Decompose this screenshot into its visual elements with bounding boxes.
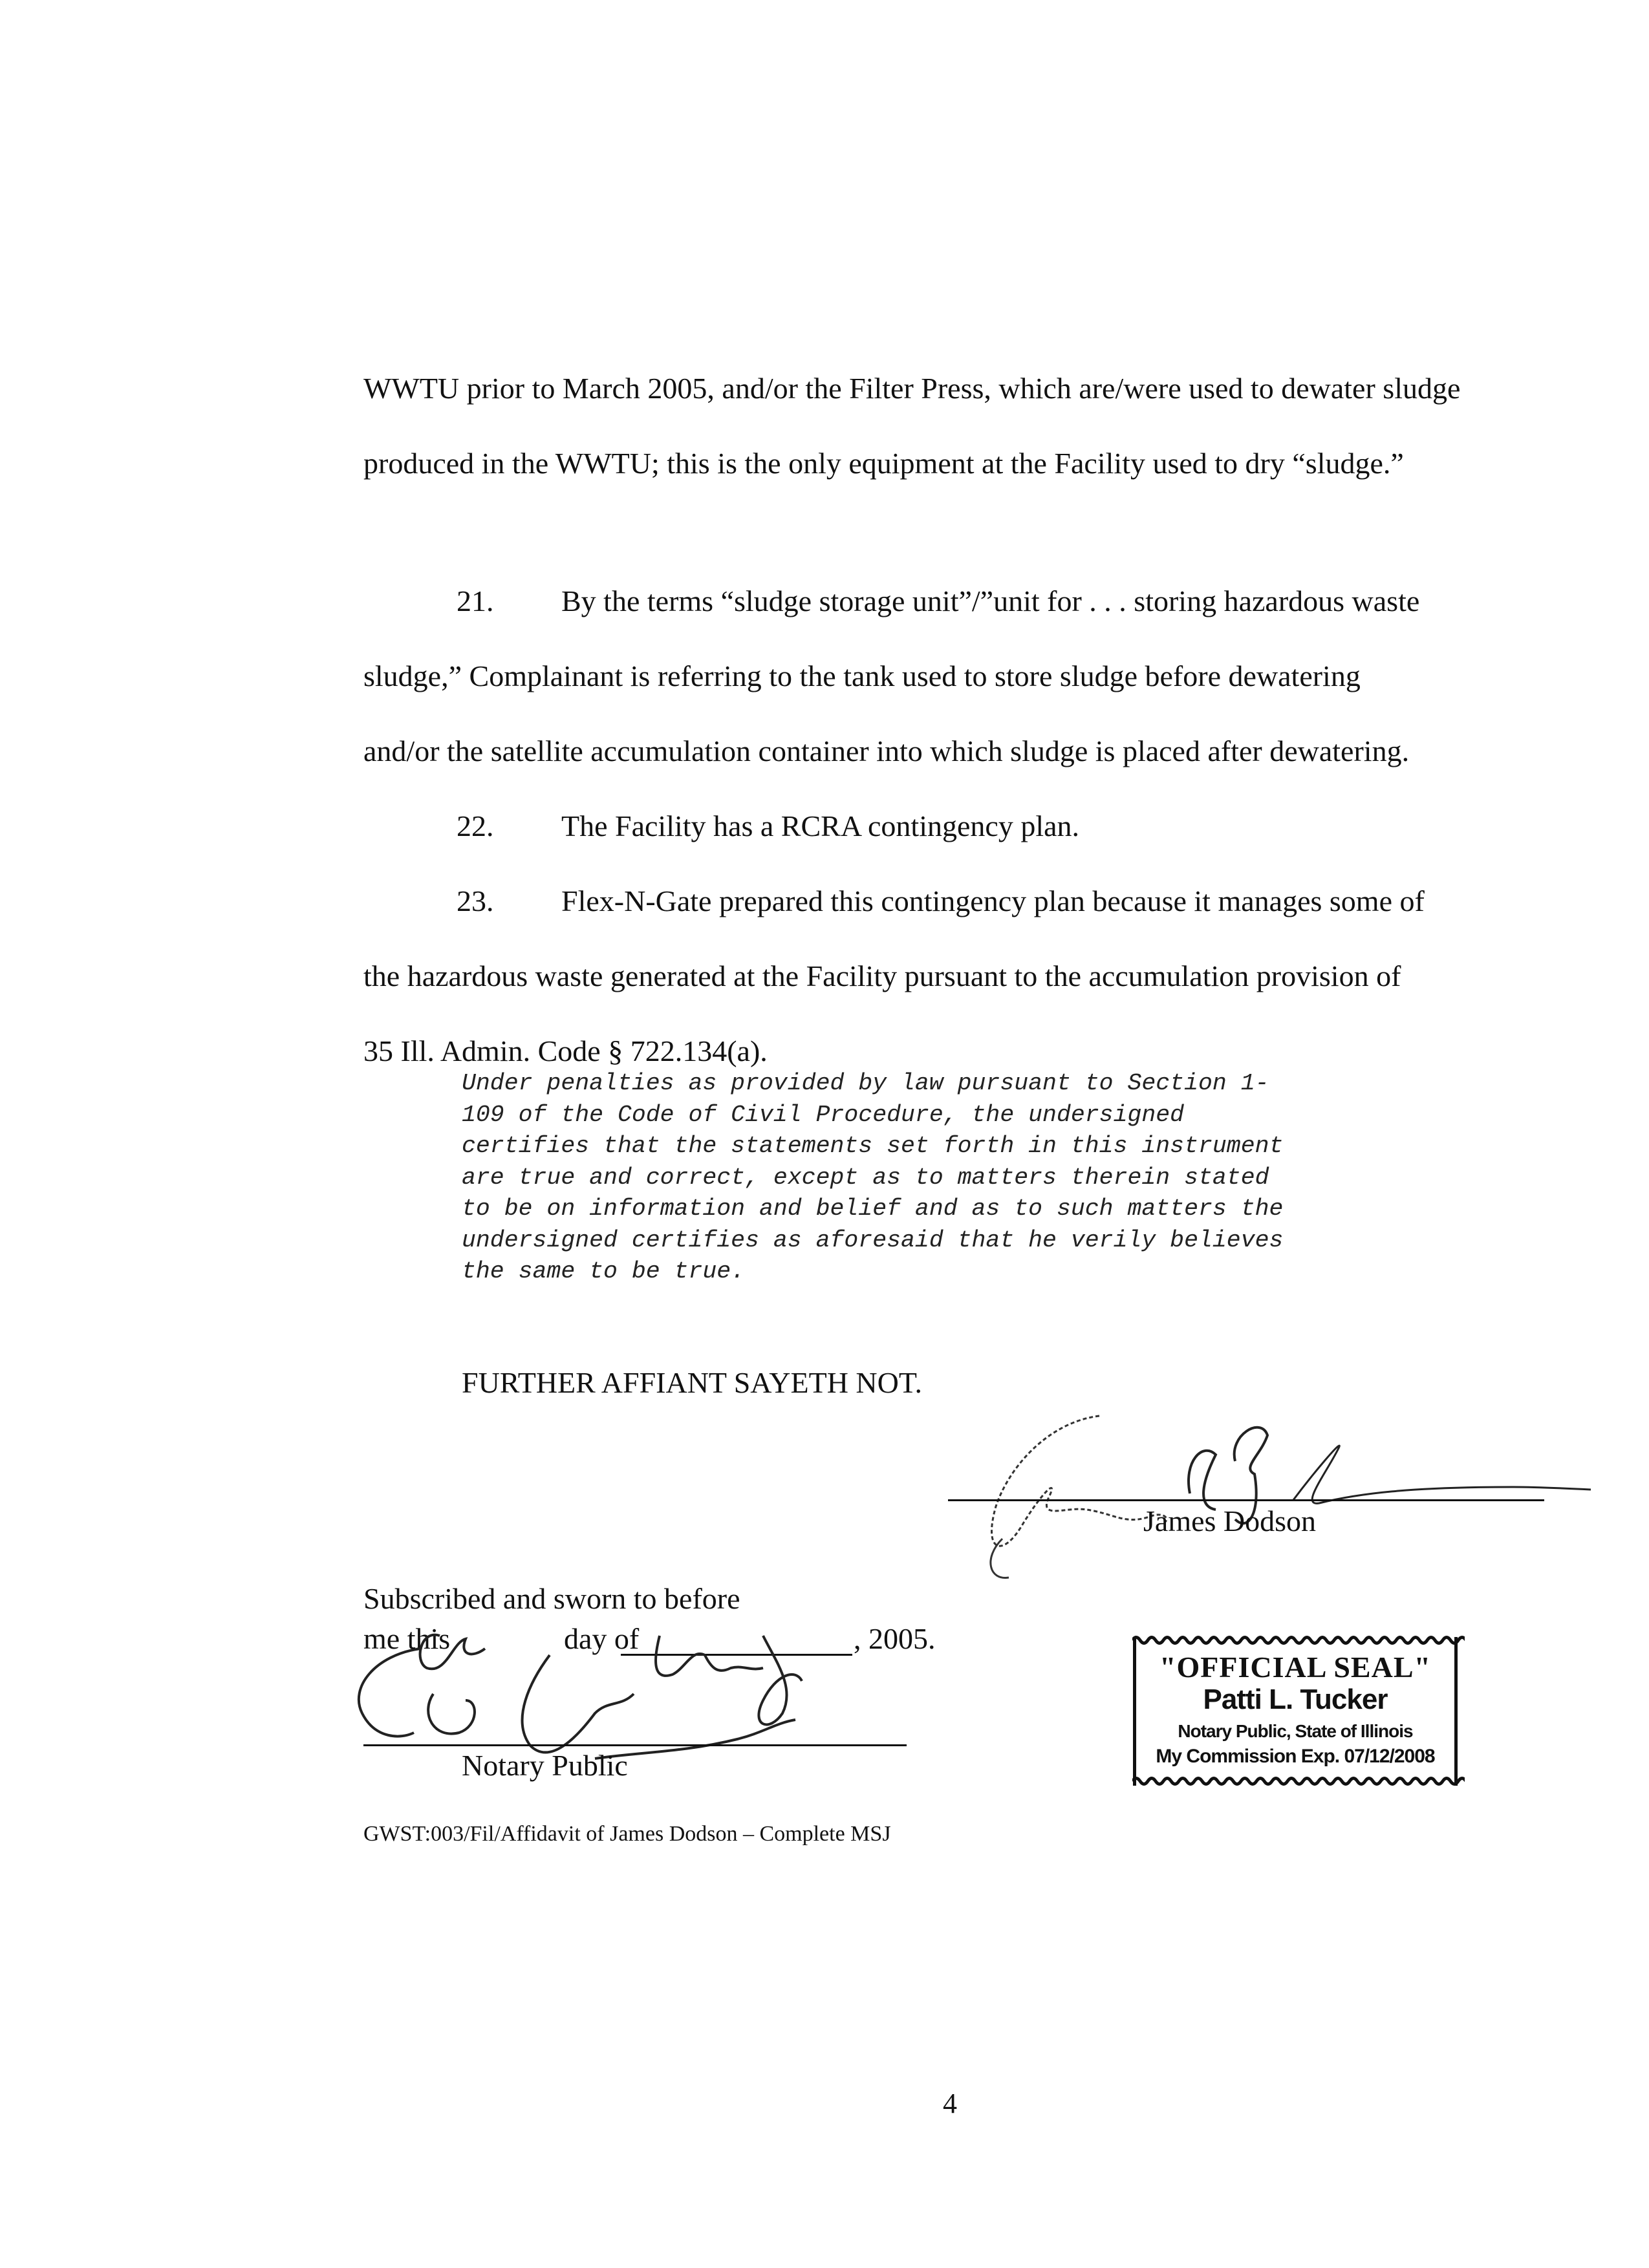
paragraph-23-line-1: Flex-N-Gate prepared this contingency plan because it manages some of	[561, 884, 1425, 917]
notary-signature-scribble	[349, 1610, 931, 1778]
affiant-signature-line	[948, 1499, 1544, 1501]
seal-bottom-border	[1132, 1775, 1465, 1787]
paragraph-21-line-2: sludge,” Complainant is referring to the tank used to store sludge before dewatering	[363, 659, 1361, 692]
seal-top-border	[1132, 1634, 1465, 1646]
paragraph-21-number: 21.	[457, 584, 494, 617]
paragraph-21-line-1: By the terms “sludge storage unit”/”unit for . . . storing hazardous waste	[561, 584, 1420, 617]
paragraph-23-line-2: the hazardous waste generated at the Facility pursuant to the accumulation provision of	[363, 959, 1401, 992]
affiant-signature-scribble	[957, 1396, 1591, 1590]
certification-line: undersigned certifies as aforesaid that he verily believes	[462, 1226, 1284, 1254]
seal-notary-name: Patti L. Tucker	[1203, 1684, 1388, 1715]
certification-line: 109 of the Code of Civil Procedure, the undersigned	[462, 1101, 1185, 1128]
jurat-me-this: me this	[363, 1622, 451, 1655]
page-number: 4	[943, 2088, 957, 2119]
certification-block	[462, 1068, 1458, 1288]
certification-line: Under penalties as provided by law pursuant to Section 1-	[462, 1070, 1269, 1097]
paragraph-23-number: 23.	[457, 884, 494, 917]
seal-notary-state: Notary Public, State of Illinois	[1178, 1721, 1413, 1741]
paragraph-22-text: The Facility has a RCRA contingency plan.	[561, 809, 1080, 842]
certification-line: are true and correct, except as to matters therein stated	[462, 1164, 1269, 1191]
certification-line: to be on information and belief and as to such matters the	[462, 1195, 1284, 1222]
jurat-line-1: Subscribed and sworn to before	[363, 1582, 740, 1615]
affiant-name: James Dodson	[1143, 1504, 1317, 1537]
paragraph-23-line-3: 35 Ill. Admin. Code § 722.134(a).	[363, 1034, 768, 1067]
jurat-day-of: day of	[564, 1622, 640, 1655]
certification-line: certifies that the statements set forth in this instrument	[462, 1133, 1284, 1159]
seal-commission-expiry: My Commission Exp. 07/12/2008	[1156, 1746, 1435, 1767]
official-seal-stamp	[1133, 1637, 1458, 1786]
notary-label: Notary Public	[462, 1749, 628, 1782]
paragraph-21-line-3: and/or the satellite accumulation container into which sludge is placed after dewatering.	[363, 734, 1410, 767]
jurat-year: , 2005.	[854, 1622, 936, 1655]
paragraph-20-continued: WWTU prior to March 2005, and/or the Filter Press, which are/were used to dewater sludge produced in the WWTU; this is the only equipment at the Facility used to dry “sludge.”	[363, 372, 1461, 480]
closing-statement: FURTHER AFFIANT SAYETH NOT.	[462, 1366, 923, 1399]
seal-title: "OFFICIAL SEAL"	[1159, 1651, 1432, 1684]
paragraph-22-number: 22.	[457, 809, 494, 842]
certification-line: the same to be true.	[462, 1258, 746, 1285]
document-reference: GWST:003/Fil/Affidavit of James Dodson – Complete MSJ	[363, 1822, 891, 1846]
notary-signature-line	[363, 1744, 907, 1746]
